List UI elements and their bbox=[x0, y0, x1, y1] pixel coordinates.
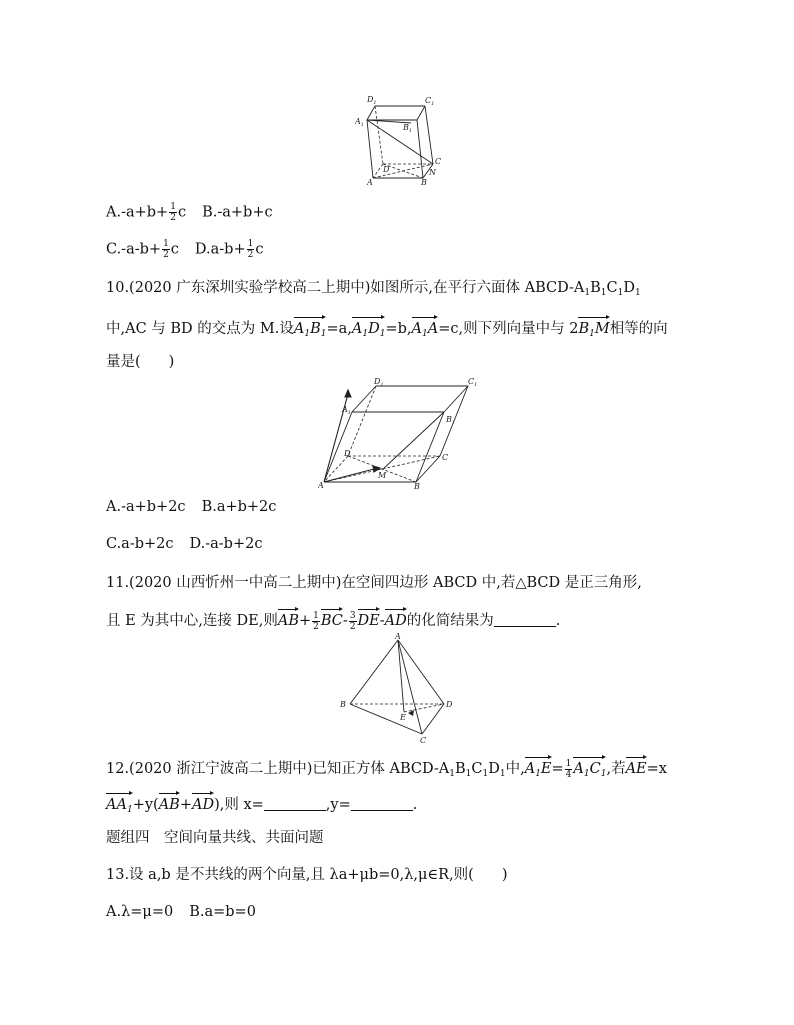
answer-blank-y[interactable] bbox=[351, 796, 413, 811]
q12-line2: $AA_1+y(AB+AD)$,则 x= ,y= . bbox=[106, 791, 417, 820]
label-E: E bbox=[400, 713, 406, 722]
label-C: C bbox=[435, 157, 442, 166]
label-B: B bbox=[414, 482, 420, 491]
figure-parallelepiped-q10 bbox=[318, 376, 478, 491]
label-C: C bbox=[420, 736, 427, 744]
label-C: C bbox=[442, 453, 449, 462]
q10-line2: 中,AC 与 BD 的交点为 M.设$A_1B_1=a,A_1D_1=b,A_1A=c$,则下列向量中与 $2B_1M$相等的向 bbox=[106, 315, 668, 344]
label-B: B bbox=[340, 700, 346, 709]
label-A1: $A_1$ bbox=[355, 117, 364, 128]
label-B: B bbox=[421, 178, 427, 187]
q10-options-row2: C.a-b+2c D.-a-b+2c bbox=[106, 536, 263, 552]
label-C1: $C_1$ bbox=[425, 96, 435, 107]
q10-options-row1: A.-a+b+2c B.a+b+2c bbox=[106, 499, 277, 515]
label-N: N bbox=[429, 168, 436, 177]
label-C1: $C_1$ bbox=[468, 377, 478, 388]
label-D1: $D_1$ bbox=[367, 95, 377, 106]
q10-line3: 量是( ) bbox=[106, 354, 175, 370]
q11-line2: 且 E 为其中心,连接 DE,则AB+ $\frac{1}{2}$ BC- $\frac{3}{2}$ DE-AD的化简结果为 . bbox=[106, 607, 560, 632]
q10-line1: 10.(2020 广东深圳实验学校高二上期中)如图所示,在平行六面体 ABCD-$A_1B_1C_1D_1$ bbox=[106, 280, 641, 298]
label-B1: $B_1$ bbox=[446, 415, 456, 426]
label-A: A bbox=[318, 481, 324, 490]
label-M: M bbox=[378, 471, 387, 480]
q9-options-row2: C.-a-b+ $\frac{1}{2}$ c D.a-b+ $\frac{1}{2}$ c bbox=[106, 239, 264, 260]
label-B1: $B_1$ bbox=[403, 123, 413, 134]
label-A: A bbox=[395, 632, 401, 641]
label-D: D bbox=[383, 165, 390, 174]
figure-tetrahedron-q11 bbox=[336, 632, 460, 744]
label-A1: $A_1$ bbox=[342, 405, 351, 416]
label-D: D bbox=[344, 449, 351, 458]
answer-blank-x[interactable] bbox=[264, 796, 326, 811]
q13-line1: 13.设 a,b 是不共线的两个向量,且 λa+μb=0,λ,μ∈R,则( ) bbox=[106, 867, 508, 883]
q13-options-row1: A.λ=μ=0 B.a=b=0 bbox=[106, 904, 256, 920]
q12-line1: 12.(2020 浙江宁波高二上期中)已知正方体 ABCD-$A_1B_1C_1D_1$中$,A_1E=$ $\frac{1}{4}$ $A_1C_1$,若AE=x bbox=[106, 755, 667, 784]
figure-parallelepiped-q9 bbox=[355, 92, 455, 187]
q9-options-row1: A.-a+b+ $\frac{1}{2}$ c B.-a+b+c bbox=[106, 202, 273, 223]
section-heading: 题组四 空间向量共线、共面问题 bbox=[106, 830, 324, 846]
q11-line1: 11.(2020 山西忻州一中高二上期中)在空间四边形 ABCD 中,若△BCD 是正三角形, bbox=[106, 575, 642, 591]
label-A: A bbox=[367, 178, 373, 187]
label-D1: $D_1$ bbox=[374, 377, 384, 388]
label-D: D bbox=[446, 700, 453, 709]
answer-blank-q11[interactable] bbox=[494, 612, 556, 627]
